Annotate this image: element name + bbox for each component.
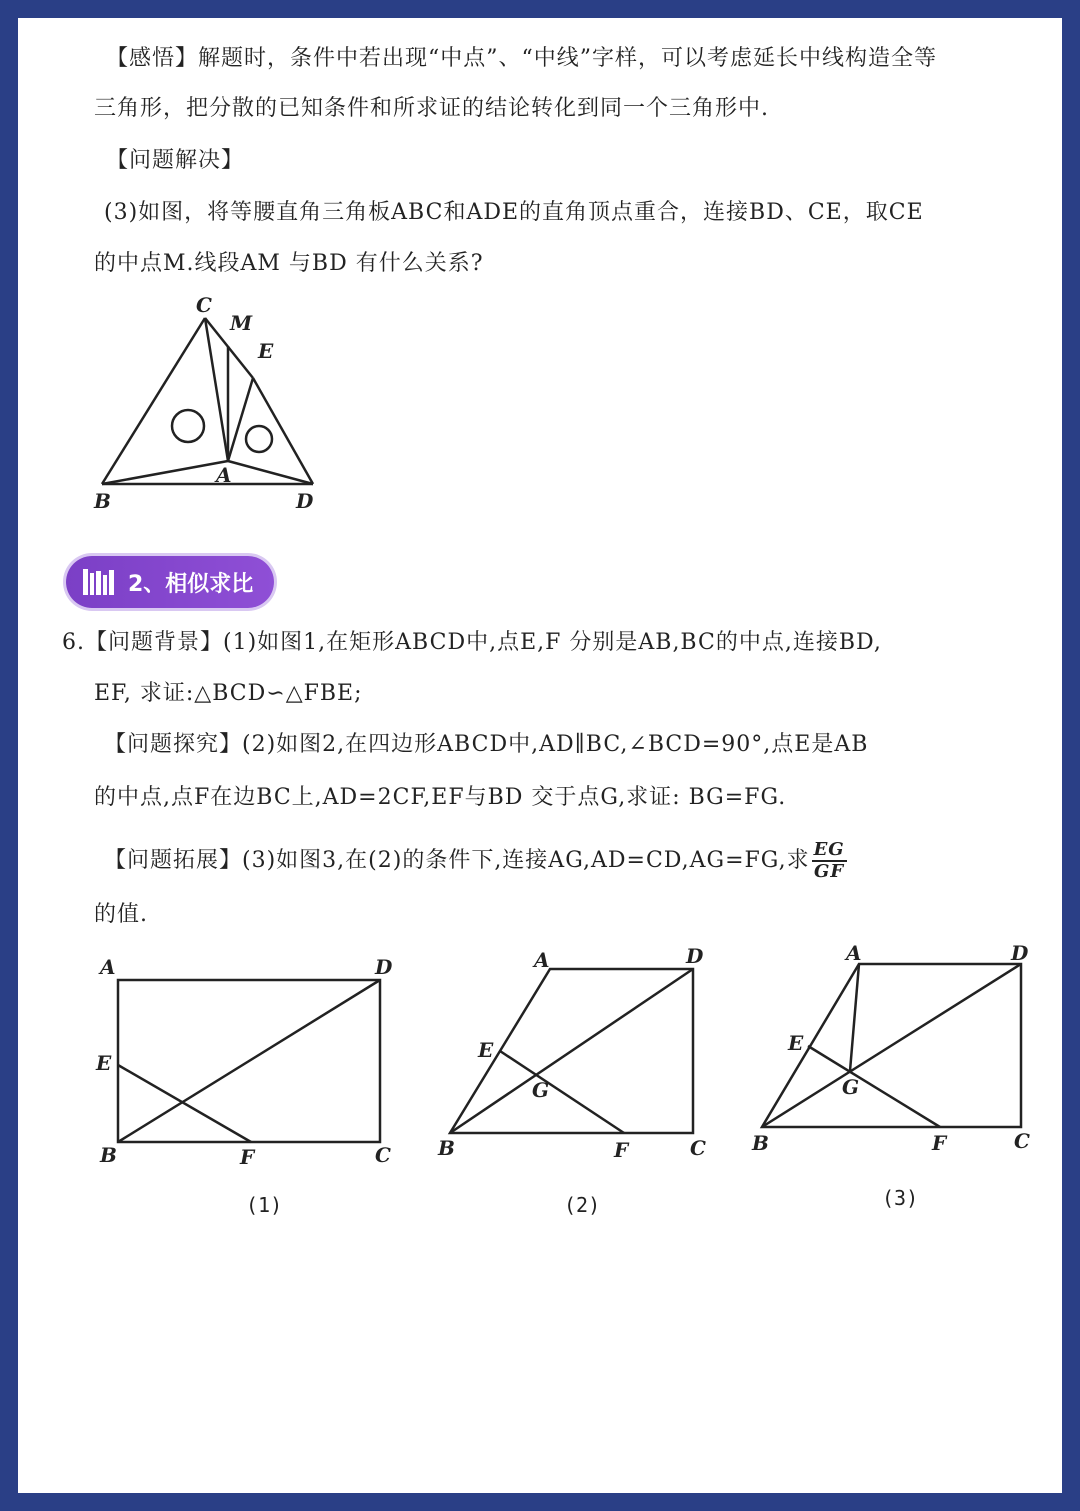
- fig2-label-D: D: [686, 944, 704, 968]
- fig3-label-A: A: [846, 941, 862, 965]
- fraction-denominator: GF: [814, 861, 845, 882]
- problem6-line6: 的值.: [94, 902, 148, 927]
- fig2-label-G: G: [532, 1078, 550, 1102]
- books-icon: [82, 567, 116, 597]
- fig1-label-D: D: [375, 955, 393, 979]
- fig2-label-E: E: [478, 1038, 494, 1062]
- problem6-line5: [104, 840, 847, 882]
- triangle-figure: [88, 288, 348, 513]
- fig1-label-F: F: [240, 1145, 255, 1169]
- fig2-label-C: C: [690, 1136, 706, 1160]
- fig2-label-A: A: [534, 948, 550, 972]
- problem6-line4: 的中点,点F在边BC上,AD=2CF,EF与BD 交于点G,求证: BG=FG.: [94, 785, 787, 810]
- figure-2: [434, 943, 734, 1163]
- figure-1: [88, 948, 408, 1168]
- document-page: [18, 18, 1062, 1493]
- label-E: E: [258, 339, 274, 363]
- fig1-label-E: E: [96, 1051, 112, 1075]
- problem6-line2: EF, 求证:△BCD∽△FBE;: [94, 681, 363, 706]
- label-A: A: [216, 463, 232, 487]
- section-badge: [66, 556, 274, 608]
- fig1-label-B: B: [100, 1143, 117, 1167]
- problem6-line5-text: 【问题拓展】(3)如图3,在(2)的条件下,连接AG,AD=CD,AG=FG,求: [104, 848, 810, 873]
- label-B: B: [94, 489, 111, 513]
- problem6-line3: 【问题探究】(2)如图2,在四边形ABCD中,AD∥BC,∠BCD=90°,点E是AB: [104, 732, 869, 757]
- fig1-label-A: A: [100, 955, 116, 979]
- fig3-label-C: C: [1014, 1129, 1030, 1153]
- insight-text-line2: 三角形，把分散的已知条件和所求证的结论转化到同一个三角形中.: [94, 96, 769, 121]
- fig2-label-B: B: [438, 1136, 455, 1160]
- fig1-caption: (1): [246, 1193, 283, 1217]
- fig1-label-C: C: [375, 1143, 391, 1167]
- figure-3: [748, 938, 1048, 1158]
- fraction-eg-gf: [812, 840, 847, 882]
- fig3-caption: (3): [882, 1186, 919, 1210]
- problem6-line1: 6.【问题背景】(1)如图1,在矩形ABCD中,点E,F 分别是AB,BC的中点,连接BD,: [62, 630, 882, 655]
- fraction-numerator: EG: [813, 839, 845, 860]
- fig2-label-F: F: [614, 1138, 629, 1162]
- problem-solving-heading: 【问题解决】: [106, 148, 245, 173]
- fig3-label-F: F: [932, 1131, 947, 1155]
- insight-text-line1: 【感悟】解题时，条件中若出现“中点”、“中线”字样，可以考虑延长中线构造全等: [106, 46, 937, 71]
- fig3-label-G: G: [842, 1075, 860, 1099]
- fig3-label-E: E: [788, 1031, 804, 1055]
- fig2-caption: (2): [564, 1193, 601, 1217]
- label-M: M: [230, 311, 253, 335]
- badge-label: 2、相似求比: [128, 571, 254, 597]
- question3-text-line1: (3)如图，将等腰直角三角板ABC和ADE的直角顶点重合，连接BD、CE，取CE: [104, 200, 924, 225]
- fig3-label-B: B: [752, 1131, 769, 1155]
- label-C: C: [196, 293, 212, 317]
- fig3-label-D: D: [1011, 941, 1029, 965]
- question3-text-line2: 的中点M.线段AM 与BD 有什么关系?: [94, 251, 484, 276]
- label-D: D: [296, 489, 314, 513]
